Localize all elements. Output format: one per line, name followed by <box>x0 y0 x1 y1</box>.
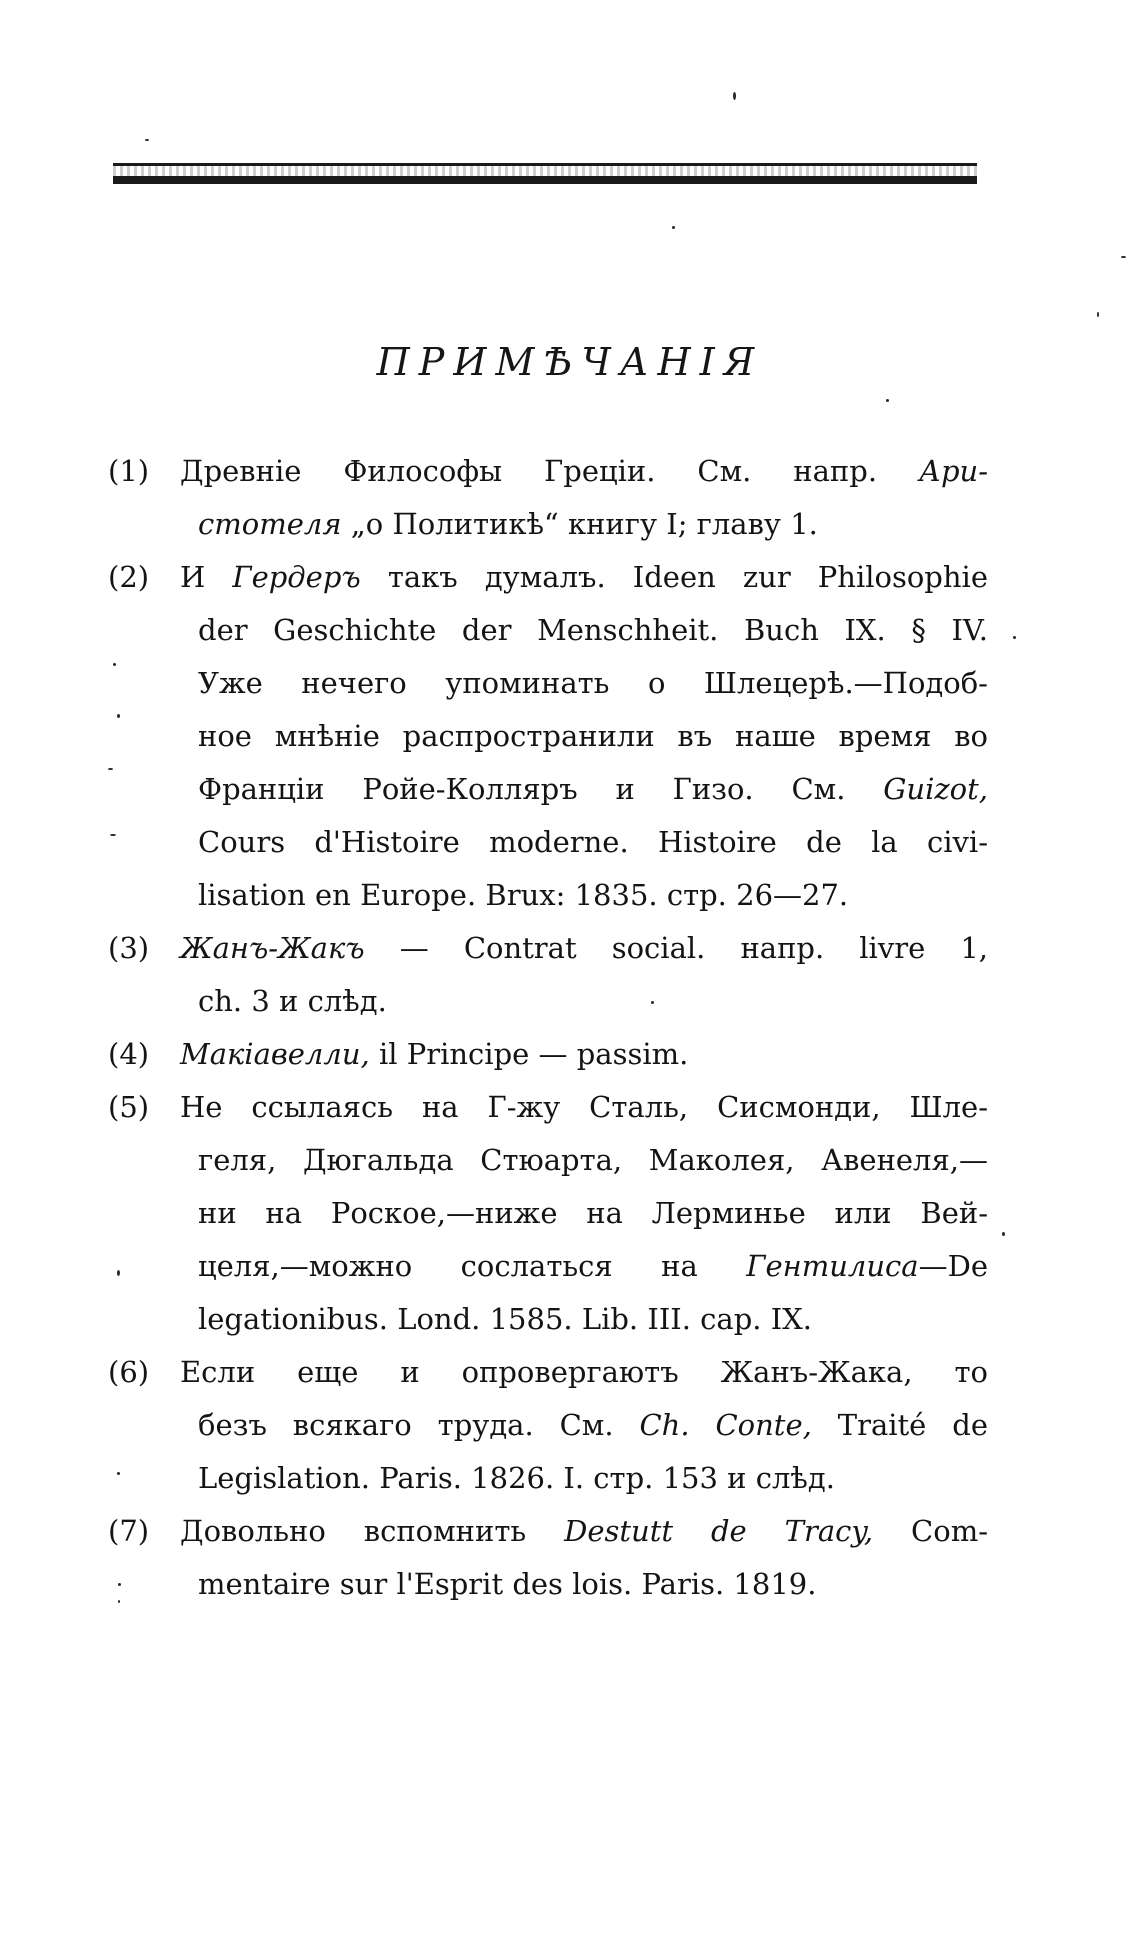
note-line <box>108 657 988 710</box>
note-line <box>108 1240 988 1293</box>
note-number: (7) <box>108 1514 150 1548</box>
note-text: der Geschichte der Menschheit. Buch IX. § IV. <box>198 613 988 647</box>
note-text: Францiи Ройе-Колляръ и Гизо. См. <box>198 772 884 806</box>
print-speck <box>733 92 736 100</box>
note-number: (3) <box>108 931 150 965</box>
note-line <box>108 1346 988 1399</box>
print-speck <box>651 1001 654 1004</box>
note-number: (4) <box>108 1037 150 1071</box>
note-number: (1) <box>108 454 150 488</box>
print-speck <box>118 1600 120 1603</box>
note-item <box>108 1346 988 1505</box>
print-speck <box>110 834 116 836</box>
note-text: lisation en Europe. Brux: 1835. стр. 26—27. <box>198 878 849 912</box>
note-text: ch. 3 и слѣд. <box>198 984 387 1018</box>
note-text: Если еще и опровергаютъ Жанъ-Жака, то <box>180 1355 988 1389</box>
note-text: Довольно вспомнить <box>180 1514 565 1548</box>
note-text: Legislation. Paris. 1826. I. стр. 153 и слѣд. <box>198 1461 835 1495</box>
italic-text: Жанъ-Жакъ <box>180 931 365 965</box>
print-speck <box>1097 312 1099 317</box>
note-text: такъ думалъ. Ideen zur Philosophie <box>360 560 988 594</box>
note-text: целя,—можно сослаться на <box>198 1249 747 1283</box>
ornamental-rule <box>113 163 977 184</box>
note-text: Древнiе Философы Грецiи. См. напр. <box>180 454 919 488</box>
print-speck <box>672 226 675 229</box>
note-line <box>108 498 988 551</box>
note-text: Traité de <box>811 1408 988 1442</box>
note-line <box>108 551 988 604</box>
note-line <box>108 1452 988 1505</box>
print-speck <box>108 768 113 770</box>
notes-list <box>108 445 988 1611</box>
note-line <box>108 922 988 975</box>
note-line <box>108 975 988 1028</box>
note-line <box>108 816 988 869</box>
note-line <box>108 445 988 498</box>
print-speck <box>886 399 889 402</box>
print-speck <box>145 139 149 141</box>
note-number: (6) <box>108 1355 150 1389</box>
note-line <box>108 763 988 816</box>
note-text: il Principe — passim. <box>369 1037 689 1071</box>
note-text: „о Политикѣ“ книгу I; главу 1. <box>341 507 818 541</box>
note-text: Не ссылаясь на Г-жу Сталь, Сисмонди, Шле- <box>180 1090 988 1124</box>
note-line <box>108 604 988 657</box>
print-speck <box>1121 256 1126 258</box>
note-number: (5) <box>108 1090 150 1124</box>
print-speck <box>1013 636 1016 639</box>
italic-text: Макiавелли, <box>180 1037 370 1071</box>
note-line <box>108 710 988 763</box>
italic-text: Гентилиса <box>746 1249 919 1283</box>
note-text: Com- <box>873 1514 988 1548</box>
note-text: Уже нечего упоминать о Шлецерѣ.—Подоб- <box>198 666 988 700</box>
note-item <box>108 1081 988 1346</box>
italic-text: Ари- <box>918 454 988 488</box>
note-line <box>108 1293 988 1346</box>
note-text: ни на Роское,—ниже на Лерминье или Вей- <box>198 1196 988 1230</box>
note-text: mentaire sur l'Esprit des lois. Paris. 1819. <box>198 1567 817 1601</box>
print-speck <box>113 663 116 666</box>
print-speck <box>117 714 120 718</box>
note-text: — Contrat social. напр. livre 1, <box>364 931 988 965</box>
italic-text: Ch. Conte, <box>639 1408 812 1442</box>
italic-text: Гердеръ <box>232 560 361 594</box>
note-text: Cours d'Histoire moderne. Histoire de la civi- <box>198 825 988 859</box>
print-speck <box>117 1472 120 1475</box>
note-text: И <box>180 560 233 594</box>
italic-text: Guizot, <box>883 772 988 806</box>
note-text: ное мнѣнiе распространили въ наше время во <box>198 719 988 753</box>
note-item <box>108 551 988 922</box>
note-line <box>108 869 988 922</box>
note-item <box>108 1505 988 1611</box>
note-line <box>108 1081 988 1134</box>
note-line <box>108 1028 988 1081</box>
print-speck <box>117 1270 120 1276</box>
italic-text: Destutt de Tracy, <box>564 1514 874 1548</box>
note-item <box>108 445 988 551</box>
note-line <box>108 1558 988 1611</box>
note-item <box>108 1028 988 1081</box>
note-line <box>108 1134 988 1187</box>
note-line <box>108 1505 988 1558</box>
note-line <box>108 1399 988 1452</box>
print-speck <box>1002 1232 1005 1236</box>
page-title: ПРИМѢЧАНIЯ <box>376 340 764 384</box>
note-text: legationibus. Lond. 1585. Lib. III. cap. IX. <box>198 1302 813 1336</box>
print-speck <box>118 1583 121 1586</box>
note-item <box>108 922 988 1028</box>
italic-text: стотеля <box>198 507 342 541</box>
note-line <box>108 1187 988 1240</box>
note-text: —De <box>918 1249 988 1283</box>
note-text: геля, Дюгальда Стюарта, Маколея, Авенеля,— <box>198 1143 988 1177</box>
note-number: (2) <box>108 560 150 594</box>
note-text: безъ всякаго труда. См. <box>198 1408 640 1442</box>
